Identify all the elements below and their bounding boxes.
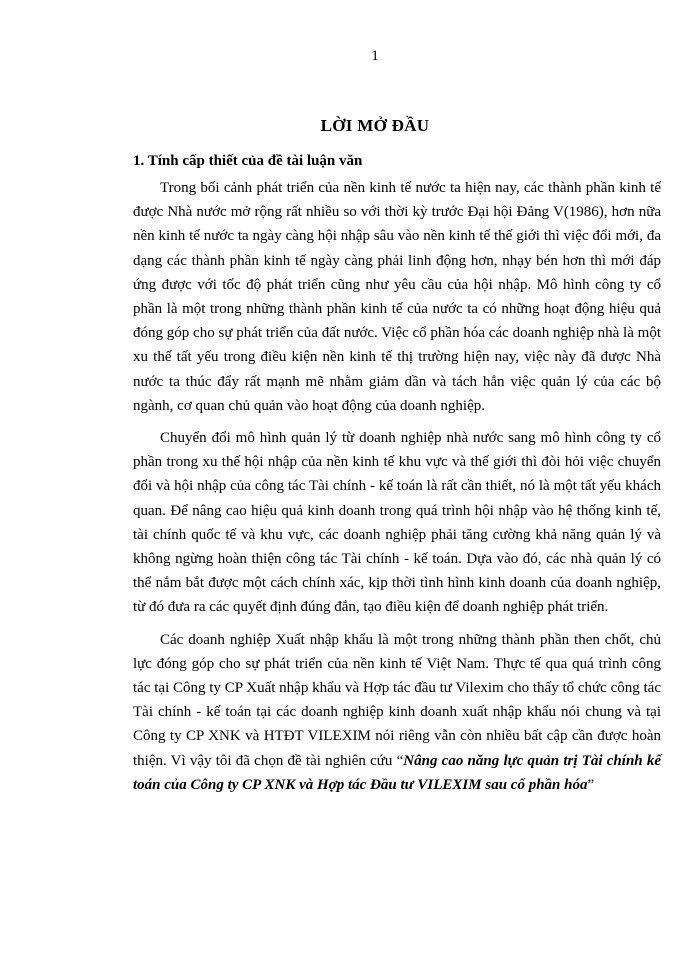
open-quote: “ bbox=[392, 752, 404, 769]
section-heading: 1. Tính cấp thiết của đề tài luận văn bbox=[133, 153, 363, 169]
paragraph-text: Các doanh nghiệp Xuất nhập khẩu là một trong những thành phần then chốt, chủ lực đóng góp cho sự phát triển của nền kinh tế Việt Nam. Thực tế qua quá trình công tác tại Công ty CP Xuất nhập khẩu và Hợp tác đầu tư Vilexim cho thấy tổ chức công tác Tài chính - kế toán tại các doanh nghiệp kinh doanh xuất nhập khẩu nói chung và tại Công ty CP XNK và HTĐT VILEXIM nói riêng vẫn còn nhiều bất cập cần được hoàn thiện. Vì vậy tôi đã chọn đề tài nghiên cứu bbox=[133, 631, 661, 769]
close-quote: ” bbox=[587, 776, 595, 793]
thesis-topic: Nâng cao năng lực quản trị Tài chính kế toán của Công ty CP XNK và Hợp tác Đầu tư VILEXIM sau cổ phần hóa bbox=[133, 752, 661, 793]
page-number: 1 bbox=[371, 48, 379, 64]
paragraph: Trong bối cảnh phát triển của nền kinh tế nước ta hiện nay, các thành phần kinh tế được Nhà nước mở rộng rất nhiều so với thời kỳ trước Đại hội Đảng V(1986), hơn nữa nền kinh tế nước ta ngày càng hội nhập sâu vào nền kinh tế thế giới thì việc đổi mới, đa dạng các thành phần kinh tế ngày càng phải linh động hơn, nhạy bén hơn thì mới đáp ứng được với tốc độ phát triển cũng như yêu cầu của hội nhập. Mô hình công ty cổ phần là một trong những thành phần kinh tế của nước ta có những hoạt động hiệu quả đóng góp cho sự phát triển của đất nước. Việc cổ phần hóa các doanh nghiệp nhà là một xu thế tất yếu trong điều kiện nền kinh tế thị trường hiện nay, việc này đã được Nhà nước ta thúc đẩy rất mạnh mẽ nhằm giảm dần và tách hẳn việc quản lý của các bộ ngành, cơ quan chủ quản vào hoạt động của doanh nghiệp. bbox=[133, 180, 661, 414]
body-text bbox=[133, 176, 661, 805]
paragraph-last bbox=[133, 628, 661, 797]
page-title: LỜI MỞ ĐẦU bbox=[320, 116, 430, 135]
paragraph: Chuyển đổi mô hình quản lý từ doanh nghiệp nhà nước sang mô hình công ty cổ phần trong xu thế hội nhập của nền kinh tế khu vực và thế giới thì đòi hỏi việc chuyển đổi và hội nhập của công tác Tài chính - kế toán là rất cần thiết, nó là một tất yếu khách quan. Để nâng cao hiệu quả kinh doanh trong quá trình hội nhập vào hệ thống kinh tế, tài chính quốc tế và khu vực, các doanh nghiệp phải tăng cường khả năng quản lý và không ngừng hoàn thiện công tác Tài chính - kế toán. Dựa vào đó, các nhà quản lý có thể nắm bắt được một cách chính xác, kịp thời tình hình kinh doanh của doanh nghiệp, từ đó đưa ra các quyết định đúng đắn, tạo điều kiện để doanh nghiệp phát triển. bbox=[133, 430, 661, 616]
